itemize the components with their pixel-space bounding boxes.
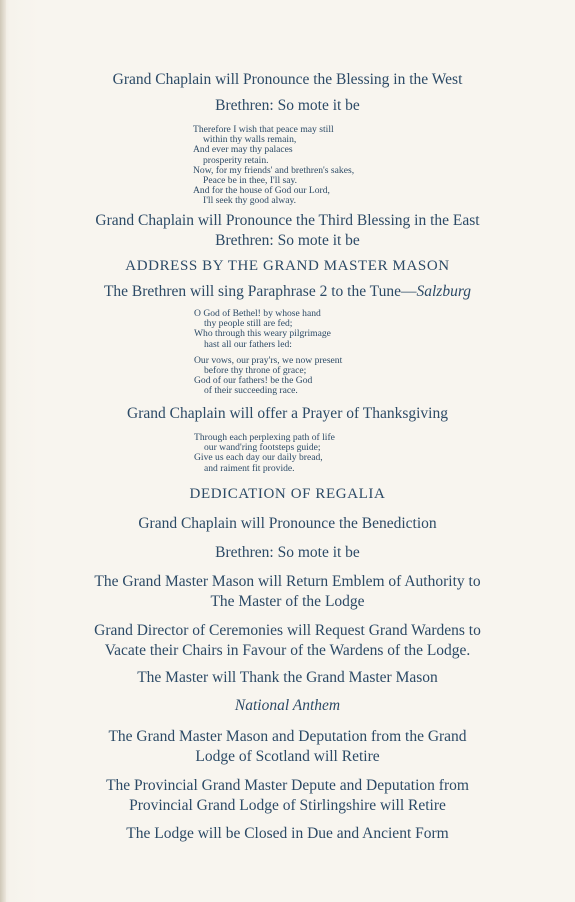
vacate-chairs-2: Vacate their Chairs in Favour of the Wardens of the Lodge.	[104, 642, 471, 659]
verse-line: before thy throne of grace;	[204, 365, 307, 377]
paraphrase-line	[0, 283, 575, 301]
verse-line: Who through this weary pilgrimage	[194, 328, 331, 340]
provincial-retire-2: Provincial Grand Lodge of Stirlingshire will Retire	[129, 797, 446, 814]
response-2: Brethren: So mote it be	[215, 232, 360, 249]
verse-line: thy people still are fed;	[204, 318, 293, 330]
dedication-heading: DEDICATION OF REGALIA	[189, 486, 386, 502]
vacate-chairs-1: Grand Director of Ceremonies will Request Grand Wardens to	[94, 622, 481, 639]
verse-psalm	[193, 125, 354, 207]
verse-line: Our vows, our pray'rs, we now present	[194, 354, 343, 366]
prayer-thanksgiving: Grand Chaplain will offer a Prayer of Thanksgiving	[127, 405, 448, 422]
benediction: Grand Chaplain will Pronounce the Benediction	[138, 515, 437, 532]
address-heading: ADDRESS BY THE GRAND MASTER MASON	[125, 258, 450, 274]
grand-retire-1: The Grand Master Mason and Deputation from the Grand	[108, 728, 467, 745]
verse-line: Peace be in thee, I'll say.	[203, 175, 298, 187]
verse-line: O God of Bethel! by whose hand	[194, 308, 321, 319]
grand-retire-2: Lodge of Scotland will Retire	[195, 748, 380, 765]
return-emblem-1: The Grand Master Mason will Return Emblem of Authority to	[94, 573, 481, 590]
national-anthem: National Anthem	[234, 697, 341, 714]
verse-line: Give us each day our daily bread,	[194, 452, 323, 464]
verse-line: hast all our fathers led:	[204, 338, 292, 350]
verse-line: Therefore I wish that peace may still	[193, 124, 334, 135]
blessing-east: Grand Chaplain will Pronounce the Third Blessing in the East	[95, 212, 480, 229]
verse-line: prosperity retain.	[203, 154, 269, 166]
paraphrase-text: The Brethren will sing Paraphrase 2 to the Tune—	[103, 283, 417, 300]
verse-paraphrase	[194, 309, 342, 397]
thank-master: The Master will Thank the Grand Master Mason	[137, 669, 438, 686]
verse-prayer	[194, 433, 335, 474]
tune-name: Salzburg	[416, 283, 472, 300]
page-edge	[0, 0, 6, 902]
verse-line: within thy walls remain,	[203, 134, 297, 146]
verse-line: God of our fathers! be the God	[194, 375, 313, 387]
verse-line: Now, for my friends' and brethren's sakes,	[193, 164, 355, 176]
response-1: Brethren: So mote it be	[215, 97, 360, 114]
verse-line: Through each perplexing path of life	[194, 432, 335, 443]
provincial-retire-1: The Provincial Grand Master Depute and Deputation from	[106, 777, 469, 794]
verse-line: of their succeeding race.	[204, 385, 298, 397]
verse-line: And ever may thy palaces	[193, 144, 293, 156]
verse-line: And for the house of God our Lord,	[193, 185, 330, 197]
return-emblem-2: The Master of the Lodge	[210, 593, 365, 610]
verse-line: I'll seek thy good alway.	[203, 195, 297, 207]
response-3: Brethren: So mote it be	[215, 544, 360, 561]
lodge-closed: The Lodge will be Closed in Due and Ancient Form	[126, 825, 449, 842]
verse-line: our wand'ring footsteps guide;	[204, 442, 321, 454]
verse-line: and raiment fit provide.	[204, 462, 295, 474]
blessing-west: Grand Chaplain will Pronounce the Blessing in the West	[112, 71, 463, 88]
